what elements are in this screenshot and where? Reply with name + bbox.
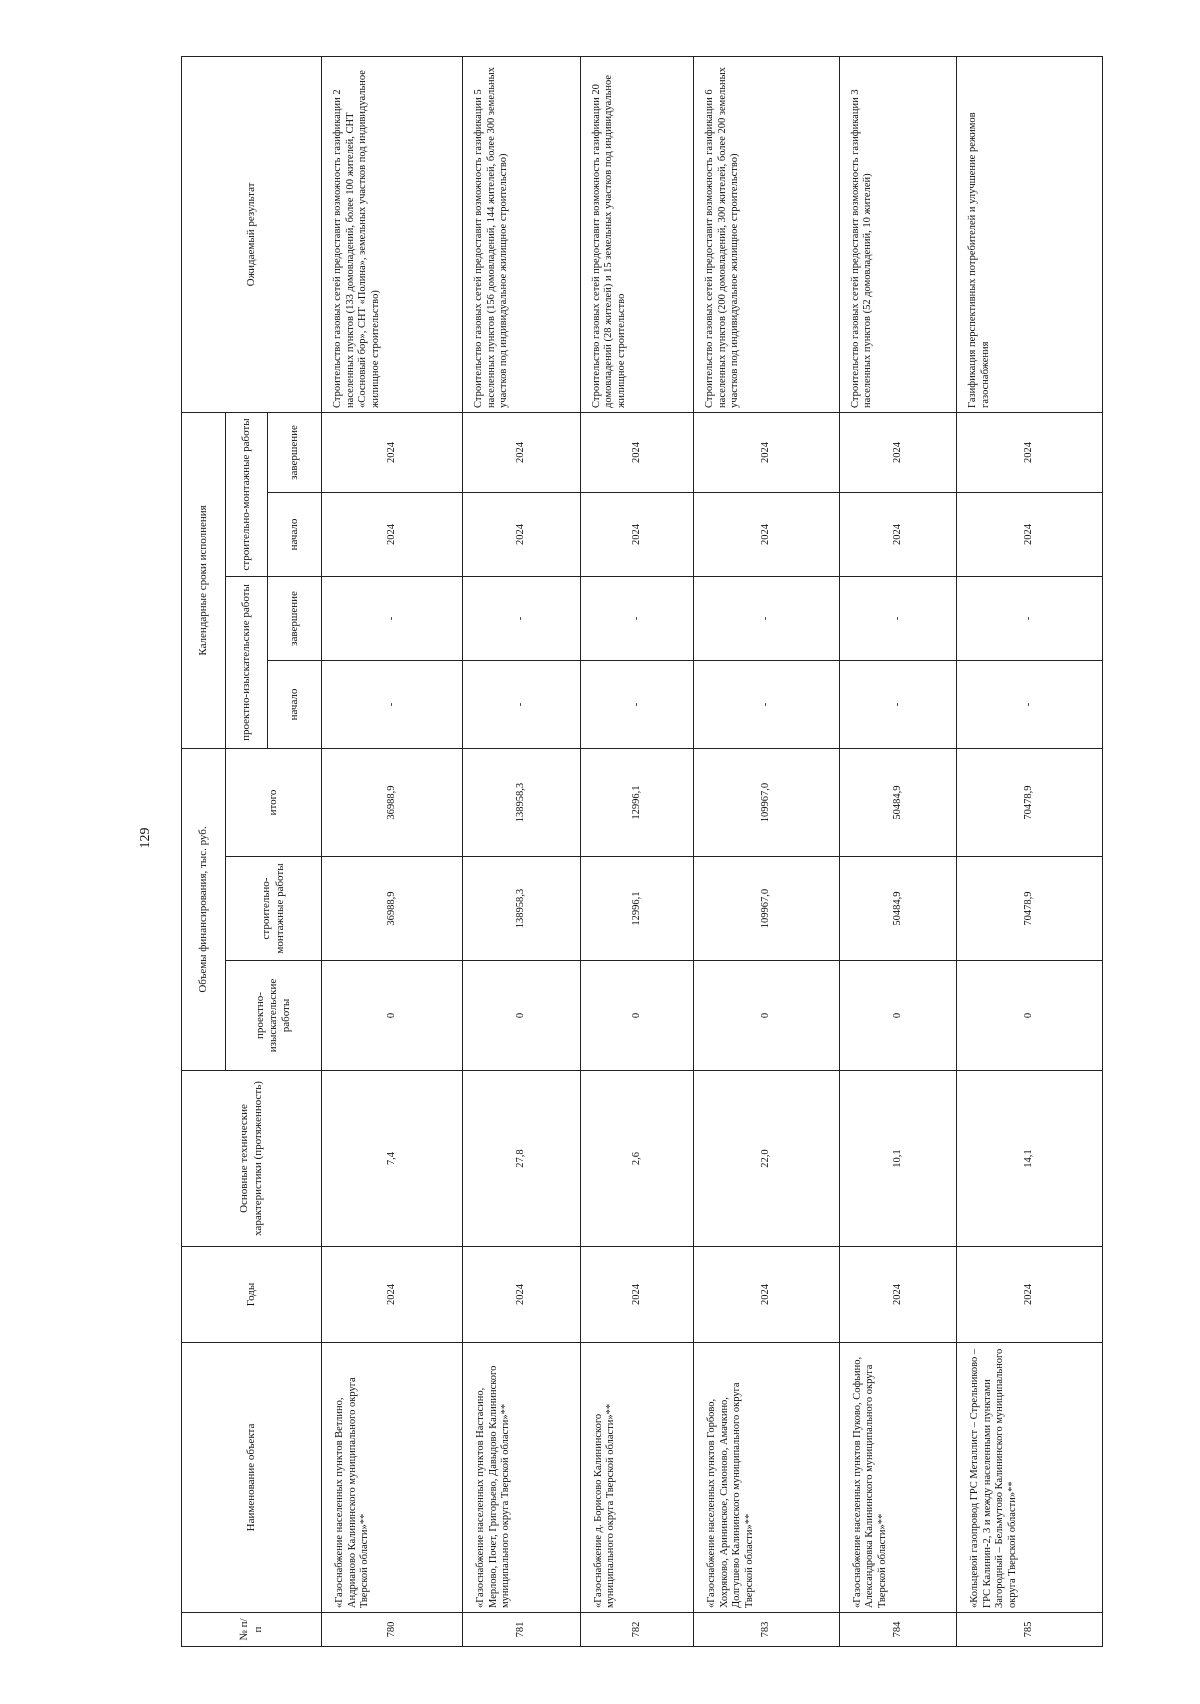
row-smr-start: 2024: [693, 492, 839, 576]
row-result: Строительство газовых сетей предоставит возможность газификации 6 населенных пунктов (200 домовладений, 300 жителей, более 200 земельных участков под индивидуальное жилищное строительство): [693, 56, 839, 412]
row-name: «Кольцевой газопровод ГРС Металлист – Стрельниково – ГРС Калинин-2, 3 и между населенными пунктами Загородный – Бельмутово Калининского муниципального округа Тверской области»**: [957, 1343, 1103, 1613]
row-smr-start: 2024: [957, 492, 1103, 576]
table-row: [839, 56, 957, 1646]
row-year: 2024: [322, 1247, 463, 1343]
row-pir-end: -: [580, 576, 693, 660]
row-pir-start: -: [463, 660, 581, 748]
header-smr-start: начало: [268, 492, 322, 576]
row-smr-start: 2024: [839, 492, 957, 576]
header-num: № п/п: [182, 1613, 322, 1647]
row-pir-start: -: [580, 660, 693, 748]
row-pir-end: -: [839, 576, 957, 660]
header-fin-total: итого: [226, 748, 322, 856]
row-smr-end: 2024: [839, 412, 957, 492]
row-length: 14,1: [957, 1071, 1103, 1247]
row-year: 2024: [839, 1247, 957, 1343]
rotated-table-container: [181, 57, 1103, 1647]
row-fin-pir: 0: [322, 961, 463, 1071]
row-length: 10,1: [839, 1071, 957, 1247]
header-specs: Основные технические характеристики (протяженность): [182, 1071, 322, 1247]
row-length: 27,8: [463, 1071, 581, 1247]
header-years: Годы: [182, 1247, 322, 1343]
header-fin-pir: проектно-изыскательские работы: [226, 961, 322, 1071]
row-pir-start: -: [839, 660, 957, 748]
row-year: 2024: [957, 1247, 1103, 1343]
row-fin-total: 70478,9: [957, 748, 1103, 856]
row-year: 2024: [463, 1247, 581, 1343]
gasification-objects-table: [181, 56, 1103, 1647]
row-name: «Газоснабжение населенных пунктов Ветлино, Андрианово Калининского муниципального округа Тверской области»**: [322, 1343, 463, 1613]
row-smr-end: 2024: [463, 412, 581, 492]
row-num: 783: [693, 1613, 839, 1647]
row-fin-pir: 0: [580, 961, 693, 1071]
row-fin-total: 12996,1: [580, 748, 693, 856]
row-num: 785: [957, 1613, 1103, 1647]
row-num: 784: [839, 1613, 957, 1647]
row-result: Газификация перспективных потребителей и улучшение режимов газоснабжения: [957, 56, 1103, 412]
row-pir-start: -: [957, 660, 1103, 748]
header-sch-pir: проектно-изыскательские работы: [226, 576, 268, 748]
header-result: Ожидаемый результат: [182, 56, 322, 412]
row-name: «Газоснабжение населенных пунктов Пуково, Софьино, Александровка Калининского муниципального округа Тверской области»**: [839, 1343, 957, 1613]
row-smr-end: 2024: [957, 412, 1103, 492]
row-pir-end: -: [463, 576, 581, 660]
header-financing: Объемы финансирования, тыс. руб.: [182, 748, 226, 1070]
row-name: «Газоснабжение д. Борисово Калининского муниципального округа Тверской области»**: [580, 1343, 693, 1613]
table-row: [322, 56, 463, 1646]
row-smr-start: 2024: [463, 492, 581, 576]
row-smr-end: 2024: [322, 412, 463, 492]
row-pir-start: -: [693, 660, 839, 748]
table-row: [463, 56, 581, 1646]
row-result: Строительство газовых сетей предоставит возможность газификации 5 населенных пунктов (156 домовладений, 144 жителей, более 300 земельных участков под индивидуальное жилищное строительство): [463, 56, 581, 412]
row-fin-smr: 109967,0: [693, 857, 839, 961]
row-smr-start: 2024: [580, 492, 693, 576]
row-fin-pir: 0: [693, 961, 839, 1071]
row-result: Строительство газовых сетей предоставит возможность газификации 2 населенных пунктов (133 домовладений, более 100 жителей, СНТ «Сосновый бор», СНТ «Полина», земельных участков под индивидуальное жилищное строительство): [322, 56, 463, 412]
row-fin-total: 109967,0: [693, 748, 839, 856]
row-fin-smr: 70478,9: [957, 857, 1103, 961]
row-fin-smr: 50484,9: [839, 857, 957, 961]
row-smr-start: 2024: [322, 492, 463, 576]
row-name: «Газоснабжение населенных пунктов Настасино, Мерлово, Почет, Григорьево, Давыдово Калининского муниципального округа Тверской области»**: [463, 1343, 581, 1613]
row-result: Строительство газовых сетей предоставит возможность газификации 3 населенных пунктов (52 домовладений, 10 жителей): [839, 56, 957, 412]
row-pir-end: -: [957, 576, 1103, 660]
header-pir-start: начало: [268, 660, 322, 748]
row-length: 22,0: [693, 1071, 839, 1247]
row-fin-smr: 36988,9: [322, 857, 463, 961]
header-sch-smr: строительно-монтажные работы: [226, 412, 268, 576]
table-row: [957, 56, 1103, 1646]
row-fin-pir: 0: [957, 961, 1103, 1071]
header-fin-smr: строительно-монтажные работы: [226, 857, 322, 961]
row-fin-total: 50484,9: [839, 748, 957, 856]
row-num: 781: [463, 1613, 581, 1647]
row-length: 2,6: [580, 1071, 693, 1247]
row-smr-end: 2024: [580, 412, 693, 492]
row-fin-total: 36988,9: [322, 748, 463, 856]
row-fin-smr: 138958,3: [463, 857, 581, 961]
row-fin-smr: 12996,1: [580, 857, 693, 961]
table-row: [580, 56, 693, 1646]
header-schedule: Календарные сроки исполнения: [182, 412, 226, 748]
row-fin-pir: 0: [463, 961, 581, 1071]
row-year: 2024: [580, 1247, 693, 1343]
table-frame: [181, 57, 1103, 1647]
row-pir-end: -: [322, 576, 463, 660]
header-name: Наименование объекта: [182, 1343, 322, 1613]
row-pir-end: -: [693, 576, 839, 660]
row-num: 782: [580, 1613, 693, 1647]
row-fin-pir: 0: [839, 961, 957, 1071]
row-year: 2024: [693, 1247, 839, 1343]
row-fin-total: 138958,3: [463, 748, 581, 856]
row-length: 7,4: [322, 1071, 463, 1247]
row-smr-end: 2024: [693, 412, 839, 492]
header-smr-end: завершение: [268, 412, 322, 492]
row-num: 780: [322, 1613, 463, 1647]
page-number: 129: [138, 827, 153, 849]
table-row: [693, 56, 839, 1646]
row-name: «Газоснабжение населенных пунктов Горбово, Хохряково, Арининское, Симоново, Амачкино, Долгушево Калининского муниципального округа Тверской области»**: [693, 1343, 839, 1613]
header-pir-end: завершение: [268, 576, 322, 660]
row-pir-start: -: [322, 660, 463, 748]
row-result: Строительство газовых сетей предоставит возможность газификации 20 домовладений (28 жителей) и 15 земельных участков под индивидуальное жилищное строительство: [580, 56, 693, 412]
